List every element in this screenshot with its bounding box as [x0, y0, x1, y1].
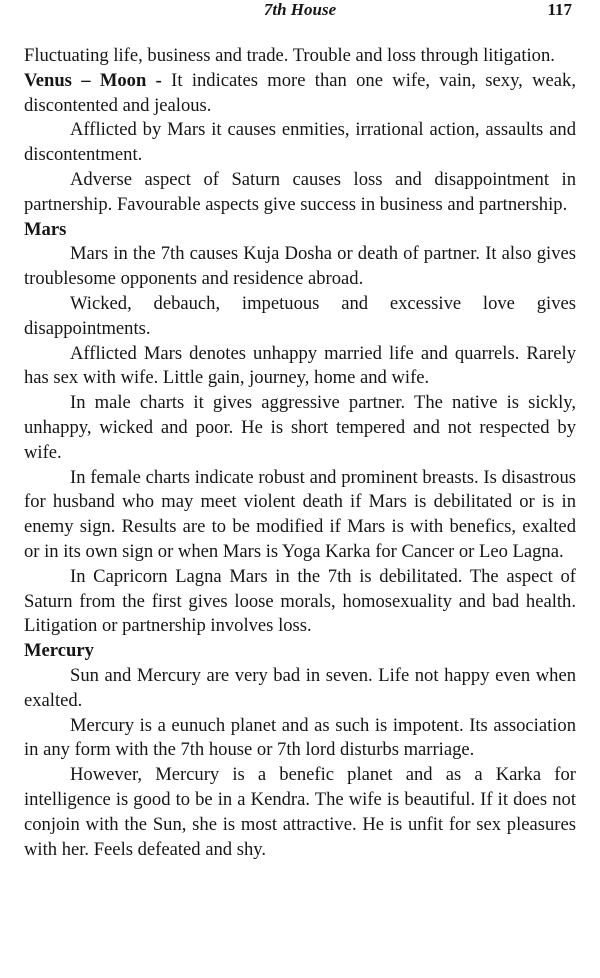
paragraph-1: Fluctuating life, business and trade. Trouble and loss through litigation. [24, 45, 555, 66]
section-heading-mars: Mars [24, 218, 67, 240]
paragraph-7: Afflicted Mars denotes unhappy married life and quarrels. Rarely has sex with wife. Little gain, journey, home and wife. [24, 342, 576, 389]
paragraph-5: Mars in the 7th causes Kuja Dosha or death of partner. It also gives troublesome opponents and residence abroad. [24, 243, 576, 290]
run-in-heading-venus-moon: Venus – Moon - [24, 69, 162, 91]
running-head [0, 0, 600, 22]
paragraph-4: Adverse aspect of Saturn causes loss and disappointment in partnership. Favourable aspects give success in business and partnership. [24, 168, 576, 215]
paragraph-13: However, Mercury is a benefic planet and as a Karka for intelligence is good to be in a Kendra. The wife is beautiful. If it does not conjoin with the Sun, she is most attractive. He is unfit for sex pleasures with her. Feels defeated and shy. [24, 764, 576, 860]
body-text [24, 44, 576, 862]
paragraph-venus-moon-text: It indicates more than one wife, vain, sexy, weak, discontented and jealous. [24, 69, 577, 116]
paragraph-8: In male charts it gives aggressive partner. The native is sickly, unhappy, wicked and poor. He is short tempered and not respected by wife. [24, 392, 576, 463]
paragraph-10: In Capricorn Lagna Mars in the 7th is debilitated. The aspect of Saturn from the first gives loose morals, homosexuality and bad health. Litigation or partnership involves loss. [24, 565, 576, 637]
running-title: 7th House [263, 0, 337, 19]
paragraph-9: In female charts indicate robust and prominent breasts. Is disastrous for husband who may meet violent death if Mars is debilitated or is in enemy sign. Results are to be modified if Mars is with benefics, exalted or in its own sign or when Mars is Yoga Karka for Cancer or Leo Lagna. [24, 466, 576, 562]
paragraph-6: Wicked, debauch, impetuous and excessive love gives disappointments. [24, 292, 576, 339]
paragraph-12: Mercury is a eunuch planet and as such is impotent. Its association in any form with the 7th house or 7th lord disturbs marriage. [24, 714, 576, 761]
section-heading-mercury: Mercury [24, 640, 94, 662]
paragraph-3: Afflicted by Mars it causes enmities, irrational action, assaults and discontentment. [24, 119, 576, 166]
paragraph-venus-moon [24, 69, 576, 119]
page-number: 117 [547, 0, 572, 19]
paragraph-11: Sun and Mercury are very bad in seven. Life not happy even when exalted. [24, 664, 576, 711]
